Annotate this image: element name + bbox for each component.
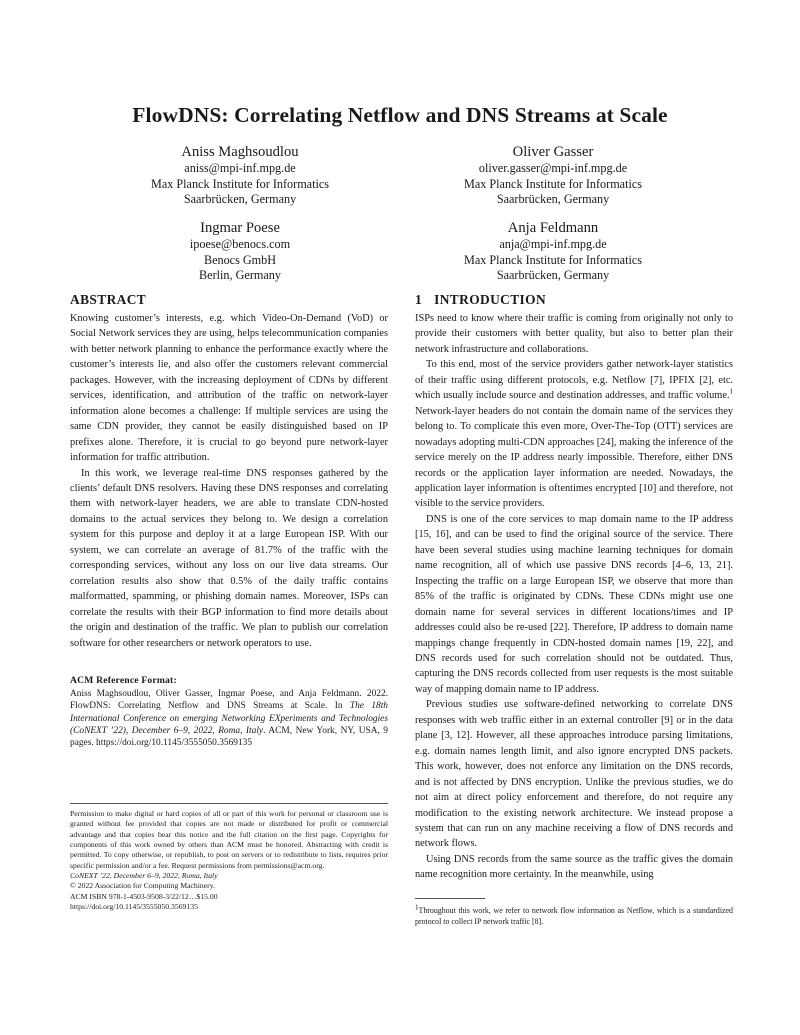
permission-block [70,803,388,912]
right-column [415,292,733,883]
footnote-mark: 1 [415,903,419,912]
acm-reference-publisher: . ACM, New York, NY, USA, 9 pages. https://doi.org/10.1145/3555050.3569135 [70,725,388,749]
section-number: 1 [415,292,423,307]
permission-copyright: © 2022 Association for Computing Machinery. [70,881,215,891]
intro-paragraph [415,357,733,512]
left-column [70,292,388,749]
author-location: Berlin, Germany [199,268,281,282]
author-email: oliver.gasser@mpi-inf.mpg.de [478,161,628,175]
section-title: INTRODUCTION [434,292,547,307]
intro-text: Network-layer headers do not contain the domain name of the services they belong to. To complicate this even more, Over-The-Top (OTT) services are nowadays adopting multi-CDN approaches [24], making the inference of the service merely on the IP address nearly impossible. Therefore, either DNS records or the application layer information are needed. Nowadays, the application layer information is oftentimes encrypted [10] and therefore, not visible to the service providers. [415,405,733,510]
permission-notice: Permission to make digital or hard copies of all or part of this work for personal or classroom use is granted without fee provided that copies are not made or distributed for profit or commercial advantage and that copies bear this notice and the full citation on the first page. Copyrights for components of this work owned by others than ACM must be honored. Abstracting with credit is permitted. To copy otherwise, or republish, to post on servers or to redistribute to lists, requires prior specific permission and/or a fee. Request permissions from permissions@acm.org. [70,809,388,870]
author-affiliation: Benocs GmbH [203,252,277,267]
acm-reference-venue: The 18th International Conference on emerging Networking EXperiments and Technologies (CoNEXT ’22), December 6–9, 2022, Roma, Italy [70,701,388,736]
author-block [403,219,703,284]
author-block [403,143,703,208]
abstract-heading: ABSTRACT [70,292,147,307]
author-email: ipoese@benocs.com [189,237,291,251]
author-name: Anja Feldmann [507,220,599,236]
introduction-heading [415,292,733,308]
permission-conference: CoNEXT ’22, December 6–9, 2022, Roma, Italy [70,871,218,881]
author-affiliation: Max Planck Institute for Informatics [463,252,643,267]
author-name: Aniss Maghsoudlou [181,144,299,160]
abstract-paragraph: Knowing customer’s interests, e.g. which Video-On-Demand (VoD) or Social Network services they are using, helps telecommunication companies with better network planning to enhance the performance exactly where the customer’s interests lie, and also offer the customers relevant commercial packages. However, with the increasing deployment of CDNs by different services, identification, and attribution of the traffic on network-layer information alone becomes a challenge: If multiple services are using the same CDN provider, they cannot be easily distinguished based on IP prefixes alone. Therefore, it is crucial to go beyond pure network-layer information for traffic attribution. [70,313,388,464]
author-location: Saarbrücken, Germany [496,268,610,282]
author-affiliation: Max Planck Institute for Informatics [463,176,643,191]
footnote [415,898,733,927]
acm-reference-citation: Aniss Maghsoudlou, Oliver Gasser, Ingmar Poese, and Anja Feldmann. 2022. FlowDNS: Correlating Netflow and DNS Streams at Scale. In [70,688,388,712]
author-affiliation: Max Planck Institute for Informatics [150,176,330,191]
intro-text: To this end, most of the service providers gather network-layer statistics of their traffic using different protocols, e.g. Netflow [7], IPFIX [2], etc. which usually include source and destination addresses, and traffic volume. [415,359,733,402]
author-location: Saarbrücken, Germany [496,192,610,206]
footnote-rule [415,898,485,899]
footnote-text [415,903,733,927]
intro-paragraph: Using DNS records from the same source as the traffic gives the domain name recognition more certainty. In the meanwhile, using [415,853,733,881]
paper-title: FlowDNS: Correlating Netflow and DNS Streams at Scale [132,103,668,127]
intro-paragraph: DNS is one of the core services to map domain name to the IP address [15, 16], and can be used to find the original source of the service. There have been several studies using machine learning techniques for domain name recognition, all of which use passive DNS records [4–6, 13, 21]. Inspecting the traffic on a large European ISP, we observe that more than 85% of the traffic is originated by CDNs. These CDNs might use one domain name for several services in different locations/times and IP addresses could also be re-used [22]. Therefore, IP address to domain name mappings change frequently in CDN-hosted domain names [19, 22], and DNS records used for such correlation should not be outdated. Thus, capturing the DNS records collected from user requests is the most suitable way of mapping domain name to IP address. [415,513,733,695]
intro-paragraph: ISPs need to know where their traffic is coming from originally not only to provide their customers with better quality, but also to better plan their network infrastructure and collaborations. [415,313,733,355]
permission-isbn: ACM ISBN 978-1-4503-9508-3/22/12…$15.00 [70,891,218,901]
footnote-body: Throughout this work, we refer to network flow information as Netflow, which is a standardized protocol to collect IP network traffic [8]. [415,906,733,926]
footnote-mark: 1 [729,387,733,396]
intro-paragraph: Previous studies use software-defined networking to correlate DNS responses with web traffic either in an external controller [9] or in the data plane [3, 12]. However, all these approaches introduce parsing limitations, e.g. domain names length limit, and also ignore encrypted DNS packets. This work, however, does not enforce any limitation on the DNS records, and is not affected by DNS encryption. Unlike the previous studies, we do not aim at direct policy enforcement and therefore, do not require any modification to the existing network architecture. We instead propose a system that can run on any machine receiving a flow of DNS records and network flows. [415,699,733,850]
permission-doi: https://doi.org/10.1145/3555050.3569135 [70,902,198,912]
author-block [90,143,390,208]
acm-reference-text [70,688,388,749]
author-block [90,219,390,284]
author-name: Ingmar Poese [200,220,280,236]
author-name: Oliver Gasser [512,144,594,160]
author-location: Saarbrücken, Germany [183,192,297,206]
acm-reference-heading: ACM Reference Format: [70,674,177,686]
author-email: anja@mpi-inf.mpg.de [499,237,607,251]
author-email: aniss@mpi-inf.mpg.de [184,161,296,175]
abstract-paragraph: In this work, we leverage real-time DNS responses gathered by the clients’ default DNS resolvers. Having these DNS responses and correlating them with network-layer headers, we are able to translate CDN-hosted domains to the actual services they belong to. We design a correlation system for this purpose and deploy it at a large European ISP. With our system, we can correlate an average of 81.7% of the traffic with the corresponding services, without any loss on our live data streams. Our correlation results also show that 0.5% of the daily traffic contains malformatted, spamming, or phishing domain names. Moreover, ISPs can correlate the results with their BGP information to find more details about the origin and destination of the traffic. We plan to publish our correlation software for other researchers or network operators to use. [70,467,388,649]
